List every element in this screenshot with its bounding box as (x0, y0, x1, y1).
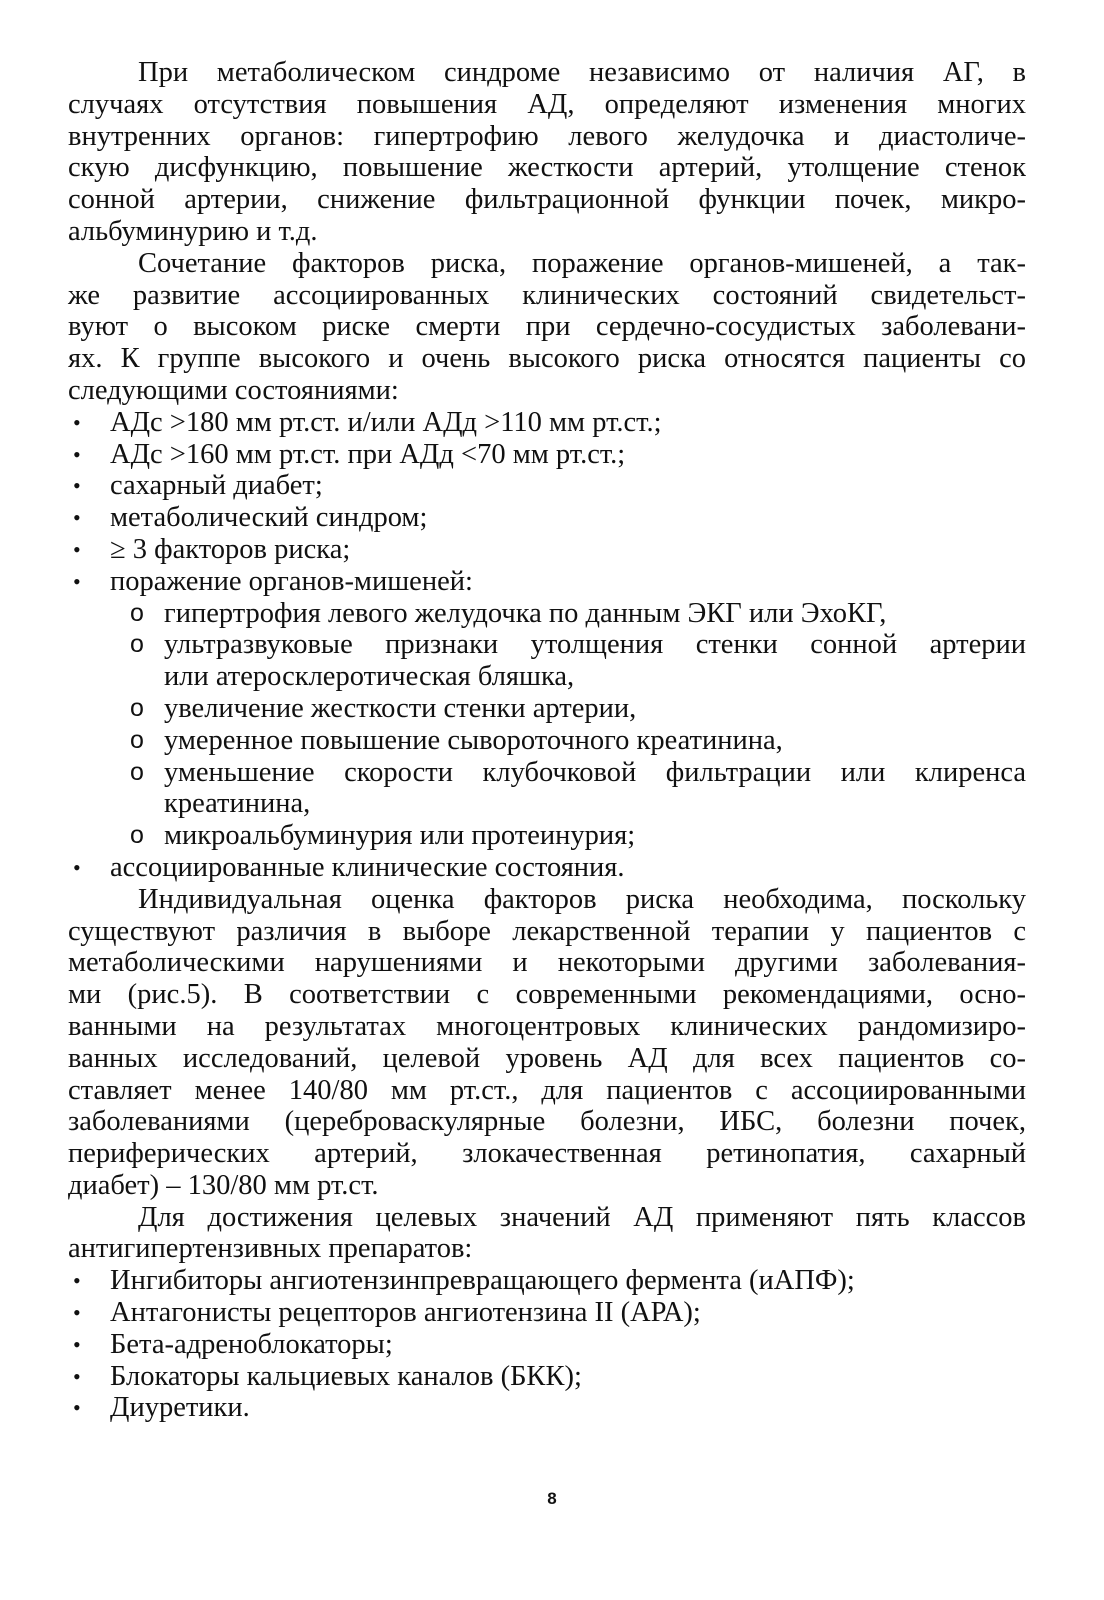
list-item (68, 852, 1026, 884)
sub-list-item-text: гипертрофия левого желудочка по данным ЭКГ или ЭхоКГ, (164, 597, 887, 629)
list-item-text: ассоциированные клинические состояния. (110, 851, 625, 883)
text-line: Для достижения целевых значений АД применяют пять классов (138, 1201, 1026, 1233)
list-item (68, 566, 1026, 852)
bullet-icon: • (73, 1300, 81, 1326)
paragraph-drug-classes (68, 1202, 1026, 1266)
list-item (68, 407, 1026, 439)
list-item-text: метаболический синдром; (110, 502, 428, 534)
list-item-text: сахарный диабет; (110, 470, 323, 502)
text-line: же развитие ассоциированных клинических состояний свидетельст- (68, 279, 1026, 311)
bullet-icon: • (73, 505, 81, 531)
circle-bullet-icon: o (130, 693, 144, 722)
list-item-text: ≥ 3 факторов риска; (110, 533, 351, 565)
circle-bullet-icon: o (130, 757, 144, 786)
sub-list-item-text: увеличение жесткости стенки артерии, (164, 692, 637, 724)
bullet-icon: • (73, 409, 81, 435)
text-line: метаболическими нарушениями и некоторыми другими заболевания- (68, 947, 1026, 979)
bullet-icon: • (73, 1331, 81, 1357)
page-number: 8 (547, 1489, 557, 1508)
list-item-text: Блокаторы кальциевых каналов (БКК); (110, 1360, 582, 1392)
text-line: Сочетание факторов риска, поражение органов-мишеней, а так- (138, 247, 1026, 279)
text-line: существуют различия в выборе лекарственной терапии у пациентов с (68, 915, 1026, 947)
text-line: внутренних органов: гипертрофию левого желудочка и диастоличе- (68, 120, 1026, 152)
circle-bullet-icon: o (130, 598, 144, 627)
list-item-text: АДс >180 мм рт.ст. и/или АДд >110 мм рт.ст.; (110, 406, 662, 438)
sub-list-item-text: микроальбуминурия или протеинурия; (164, 820, 636, 852)
drug-classes-list (68, 1265, 1026, 1424)
sub-list-item (68, 693, 1026, 725)
paragraph-target-bp (68, 884, 1026, 1202)
sub-list-item (68, 820, 1026, 852)
bullet-icon: • (73, 1395, 81, 1421)
text-line: При метаболическом синдроме независимо от наличия АГ, в (138, 57, 1026, 88)
bullet-icon: • (73, 536, 81, 562)
sub-list-item (68, 725, 1026, 757)
list-item-text: Диуретики. (110, 1392, 250, 1424)
bullet-icon: • (73, 473, 81, 499)
text-line: вуют о высоком риске смерти при сердечно-сосудистых заболевани- (68, 311, 1026, 343)
text-line: ванными на результатах многоцентровых клинических рандомизиро- (68, 1010, 1026, 1042)
circle-bullet-icon: o (130, 630, 144, 659)
list-item (68, 1361, 1026, 1393)
text-line: скую дисфункцию, повышение жесткости артерий, утолщение стенок (68, 152, 1026, 184)
list-item (68, 470, 1026, 502)
text-line: альбуминурию и т.д. (68, 215, 318, 247)
text-line: периферических артерий, злокачественная ретинопатия, сахарный (68, 1138, 1026, 1170)
list-item (68, 1329, 1026, 1361)
list-item-text: Ингибиторы ангиотензинпревращающего фермента (иАПФ); (110, 1265, 855, 1297)
target-organ-damage-list (68, 598, 1026, 852)
sub-list-item-text: или атеросклеротическая бляшка, (164, 661, 575, 693)
list-item-text: поражение органов-мишеней: (110, 565, 473, 597)
sub-list-item-text: креатинина, (164, 788, 311, 820)
text-line: диабет) – 130/80 мм рт.ст. (68, 1169, 379, 1201)
bullet-icon: • (73, 1268, 81, 1294)
circle-bullet-icon: o (130, 821, 144, 850)
text-line: антигипертензивных препаратов: (68, 1233, 473, 1265)
paragraph-risk-factors (68, 248, 1026, 407)
sub-list-item-text: ультразвуковые признаки утолщения стенки сонной артерии (164, 629, 1026, 661)
list-item-text: АДс >160 мм рт.ст. при АДд <70 мм рт.ст.; (110, 438, 626, 470)
list-item-text: Бета-адреноблокаторы; (110, 1328, 393, 1360)
bullet-icon: • (73, 1363, 81, 1389)
list-item (68, 502, 1026, 534)
text-line: Индивидуальная оценка факторов риска необходима, поскольку (138, 883, 1026, 915)
high-risk-conditions-list (68, 407, 1026, 884)
list-item (68, 1265, 1026, 1297)
text-line: ми (рис.5). В соответствии с современными рекомендациями, осно- (68, 979, 1026, 1011)
bullet-icon: • (73, 568, 81, 594)
sub-list-item-text: уменьшение скорости клубочковой фильтрации или клиренса (164, 756, 1026, 788)
sub-list-item (68, 598, 1026, 630)
text-line: ванных исследований, целевой уровень АД для всех пациентов со- (68, 1042, 1026, 1074)
text-line: сонной артерии, снижение фильтрационной функции почек, микро- (68, 184, 1026, 216)
text-line: заболеваниями (цереброваскулярные болезни, ИБС, болезни почек, (68, 1106, 1026, 1138)
sub-list-item (68, 757, 1026, 821)
text-line: случаях отсутствия повышения АД, определяют изменения многих (68, 88, 1026, 120)
list-item (68, 1392, 1026, 1424)
circle-bullet-icon: o (130, 725, 144, 754)
text-line: ях. К группе высокого и очень высокого риска относятся пациенты со (68, 343, 1026, 375)
text-line: ставляет менее 140/80 мм рт.ст., для пациентов с ассоциированными (68, 1074, 1026, 1106)
list-item (68, 1297, 1026, 1329)
page-content (68, 57, 1026, 1424)
bullet-icon: • (73, 441, 81, 467)
paragraph-metabolic-syndrome (68, 57, 1026, 248)
list-item (68, 439, 1026, 471)
sub-list-item-text: умеренное повышение сывороточного креатинина, (164, 724, 783, 756)
list-item (68, 534, 1026, 566)
list-item-text: Антагонисты рецепторов ангиотензина II (АРА); (110, 1297, 701, 1329)
sub-list-item (68, 629, 1026, 693)
bullet-icon: • (73, 854, 81, 880)
text-line: следующими состояниями: (68, 374, 399, 406)
